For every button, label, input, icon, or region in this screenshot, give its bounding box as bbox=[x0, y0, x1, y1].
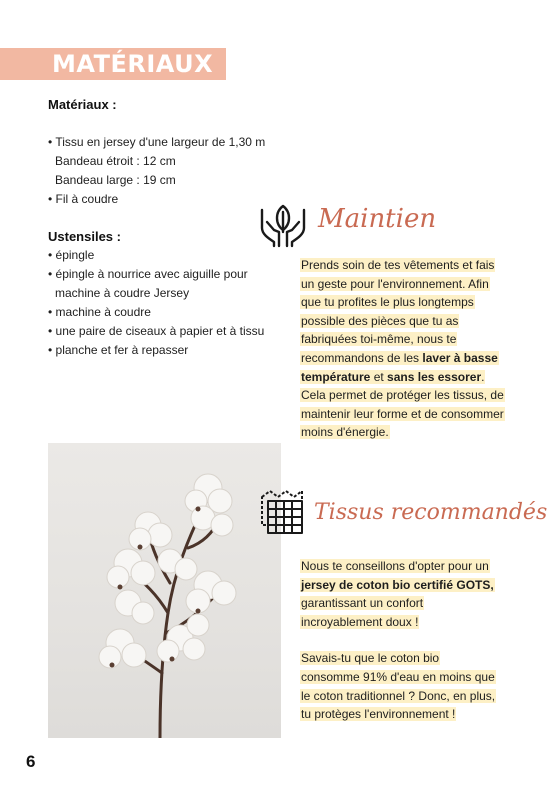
list-item: • une paire de ciseaux à papier et à tissu bbox=[48, 324, 265, 338]
fabric-swatch-icon bbox=[256, 487, 308, 537]
maintenance-text-3: . Cela permet de protéger les tissus, de maintenir leur forme et de consommer moins d'énergie. bbox=[301, 369, 504, 440]
materials-heading: Matériaux : bbox=[48, 97, 117, 112]
list-item: • épingle à nourrice avec aiguille pour bbox=[48, 267, 248, 281]
list-item: • épingle bbox=[48, 248, 95, 262]
maintenance-bold-2: sans les essorer bbox=[387, 369, 482, 384]
tools-list bbox=[48, 246, 264, 360]
list-item: Bandeau large : 19 cm bbox=[55, 173, 176, 187]
fabrics-text bbox=[300, 557, 500, 724]
fabrics-p1-text-1: Nous te conseillons d'opter pour un bbox=[301, 559, 489, 573]
page-number: 6 bbox=[26, 752, 36, 771]
maintenance-bold-1: laver à basse température bbox=[301, 350, 498, 384]
section-title: MATÉRIAUX bbox=[52, 50, 214, 78]
maintenance-text-1: Prends soin de tes vêtements et fais un geste pour l'environnement. Afin que tu profites le plus longtemps possible des pièces que tu as fabriquées toi-même, nous te recommandons de les bbox=[301, 258, 495, 365]
maintenance-title: Maintien bbox=[318, 204, 437, 234]
hands-leaf-icon bbox=[258, 202, 308, 248]
list-item: machine à coudre Jersey bbox=[55, 286, 190, 300]
maintenance-text-2: et bbox=[370, 369, 388, 384]
cotton-branch-photo bbox=[48, 443, 281, 738]
fabrics-title: Tissus recommandés bbox=[314, 500, 548, 525]
fabrics-p1-bold: jersey de coton bio certifié GOTS, bbox=[301, 577, 494, 592]
section-banner bbox=[0, 48, 226, 80]
materials-list bbox=[48, 133, 265, 209]
list-item: • planche et fer à repasser bbox=[48, 343, 189, 357]
fabrics-p1-text-2: garantissant un confort incroyablement doux ! bbox=[301, 596, 424, 629]
list-item: • machine à coudre bbox=[48, 305, 151, 319]
list-item: Bandeau étroit : 12 cm bbox=[55, 154, 176, 168]
fabrics-p2: Savais-tu que le coton bio consomme 91% d'eau en moins que le coton traditionnel ? Donc, en plus, tu protèges l'environnement ! bbox=[301, 651, 496, 722]
list-item: • Fil à coudre bbox=[48, 192, 119, 206]
maintenance-text bbox=[300, 256, 505, 442]
list-item: • Tissu en jersey d'une largeur de 1,30 m bbox=[48, 135, 266, 149]
tools-heading: Ustensiles : bbox=[48, 229, 121, 244]
